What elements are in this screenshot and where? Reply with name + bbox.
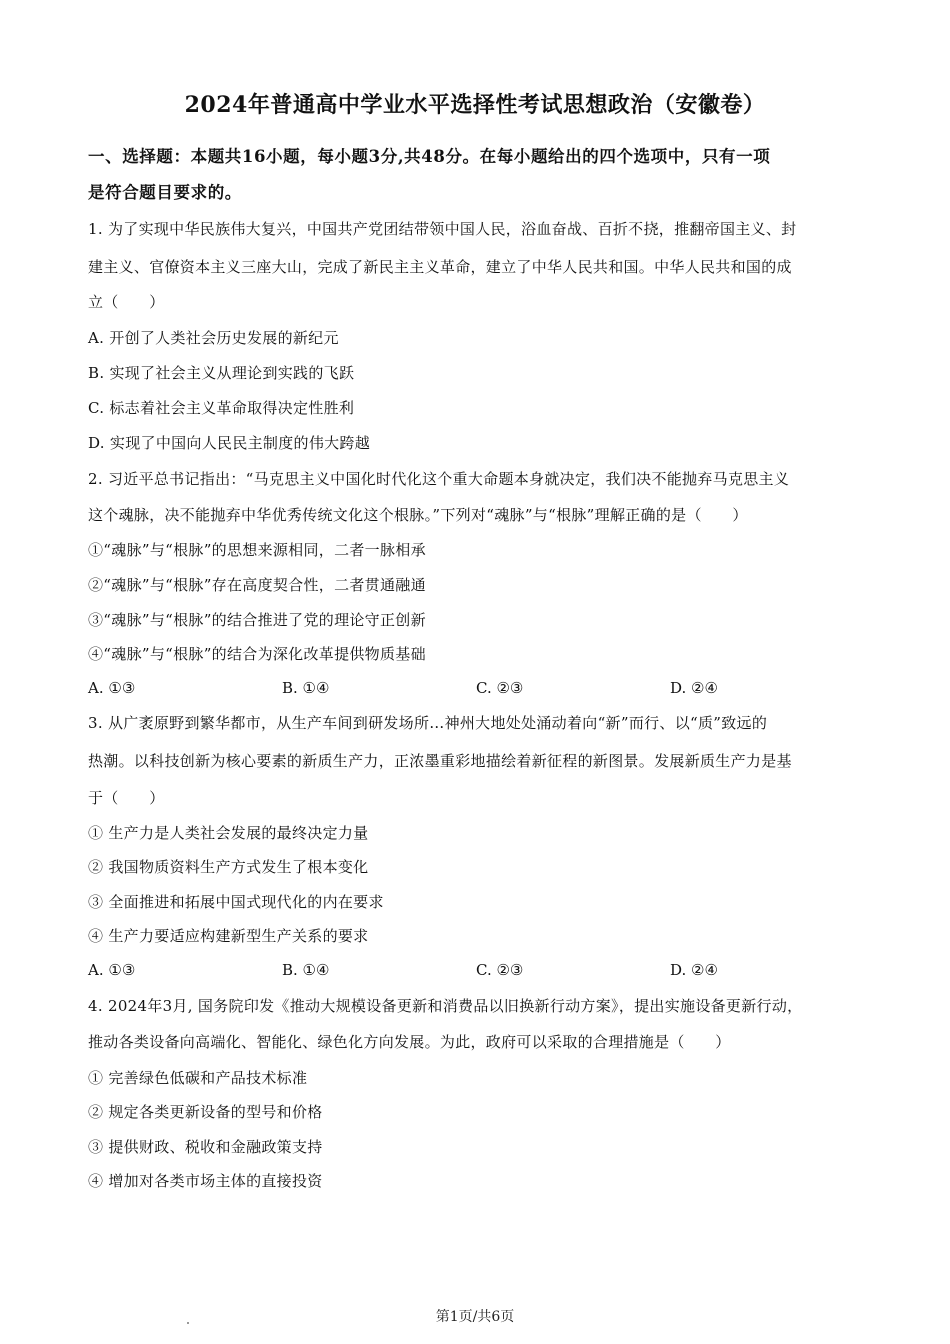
question-2-item: ②“魂脉”与“根脉”存在高度契合性，二者贯通融通 — [88, 576, 426, 594]
question-3-text-line: 于（ ） — [88, 789, 165, 807]
question-2-option-a: A. ①③ — [88, 679, 136, 697]
question-3-option-d: D. ②④ — [670, 961, 718, 979]
page-number-footer: 第1页/共6页 — [435, 1309, 515, 1325]
section-heading-line-1: 一、选择题：本题共16小题，每小题3分,共48分。在每小题给出的四个选项中，只有一项 — [88, 147, 771, 166]
question-1-option-d: D. 实现了中国向人民民主制度的伟大跨越 — [88, 434, 371, 452]
question-1-text-line: 1. 为了实现中华民族伟大复兴，中国共产党团结带领中国人民，浴血奋战、百折不挠，推翻帝国主义、封 — [88, 220, 797, 238]
question-3-item: ② 我国物质资料生产方式发生了根本变化 — [88, 858, 369, 876]
question-2-option-c: C. ②③ — [476, 679, 524, 697]
question-3-options-row — [88, 960, 868, 980]
question-2-item: ③“魂脉”与“根脉”的结合推进了党的理论守正创新 — [88, 611, 426, 629]
question-3-item: ① 生产力是人类社会发展的最终决定力量 — [88, 824, 369, 842]
question-1-text-line: 建主义、官僚资本主义三座大山，完成了新民主主义革命，建立了中华人民共和国。中华人民共和国的成 — [88, 258, 792, 276]
question-3-text-line: 热潮。以科技创新为核心要素的新质生产力，正浓墨重彩地描绘着新征程的新图景。发展新质生产力是基 — [88, 752, 792, 770]
question-3-option-a: A. ①③ — [88, 961, 136, 979]
section-heading-line-2: 是符合题目要求的。 — [88, 183, 242, 202]
question-2-options-row — [88, 678, 868, 698]
question-3-option-c: C. ②③ — [476, 961, 524, 979]
question-4-item: ④ 增加对各类市场主体的直接投资 — [88, 1172, 323, 1190]
question-2-option-b: B. ①④ — [282, 679, 330, 697]
question-2-option-d: D. ②④ — [670, 679, 718, 697]
question-3-item: ③ 全面推进和拓展中国式现代化的内在要求 — [88, 893, 384, 911]
question-2-text-line: 2. 习近平总书记指出：“马克思主义中国化时代化这个重大命题本身就决定，我们决不能抛弃马克思主义 — [88, 470, 790, 488]
question-1-option-c: C. 标志着社会主义革命取得决定性胜利 — [88, 399, 355, 417]
question-1-option-a: A. 开创了人类社会历史发展的新纪元 — [88, 329, 339, 347]
question-1-text-line: 立（ ） — [88, 293, 165, 311]
question-4-item: ③ 提供财政、税收和金融政策支持 — [88, 1138, 323, 1156]
question-3-item: ④ 生产力要适应构建新型生产关系的要求 — [88, 927, 369, 945]
question-4-text-line: 4. 2024年3月, 国务院印发《推动大规模设备更新和消费品以旧换新行动方案》，提出实施设备更新行动， — [88, 997, 803, 1015]
question-1-option-b: B. 实现了社会主义从理论到实践的飞跃 — [88, 364, 355, 382]
question-4-item: ② 规定各类更新设备的型号和价格 — [88, 1103, 323, 1121]
question-4-item: ① 完善绿色低碳和产品技术标准 — [88, 1069, 308, 1087]
question-2-item: ④“魂脉”与“根脉”的结合为深化改革提供物质基础 — [88, 645, 426, 663]
question-3-text-line: 3. 从广袤原野到繁华都市，从生产车间到研发场所…神州大地处处涌动着向“新”而行、以“质”致远的 — [88, 714, 768, 732]
question-2-text-line: 这个魂脉，决不能抛弃中华优秀传统文化这个根脉。”下列对“魂脉”与“根脉”理解正确的是（ ） — [88, 506, 748, 524]
question-4-text-line: 推动各类设备向高端化、智能化、绿色化方向发展。为此，政府可以采取的合理措施是（ ） — [88, 1033, 731, 1051]
page-title: 2024年普通高中学业水平选择性考试思想政治（安徽卷） — [184, 92, 766, 118]
question-2-item: ①“魂脉”与“根脉”的思想来源相同，二者一脉相承 — [88, 541, 426, 559]
question-3-option-b: B. ①④ — [282, 961, 330, 979]
